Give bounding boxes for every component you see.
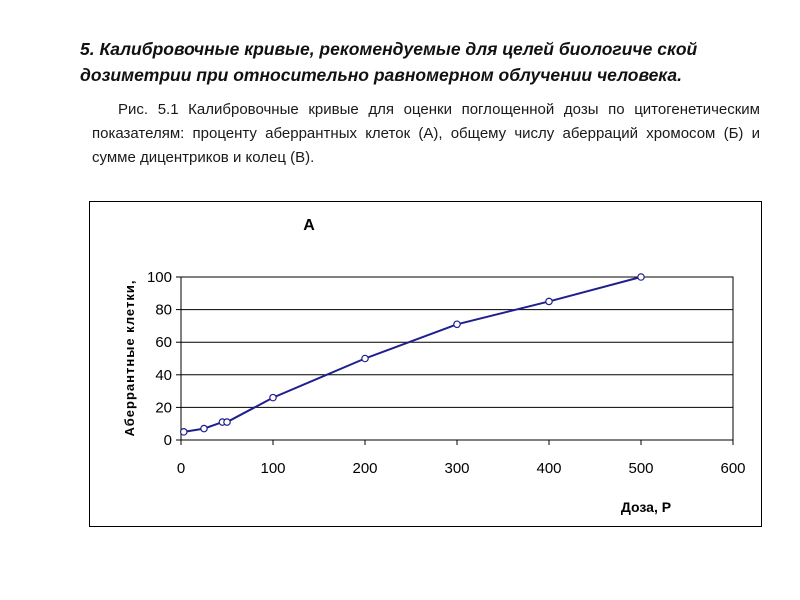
data-point — [362, 355, 368, 361]
data-point — [201, 425, 207, 431]
y-tick-label: 20 — [155, 399, 172, 417]
chart-title: А — [303, 217, 315, 234]
x-tick-label: 300 — [444, 460, 470, 477]
y-axis-label: Аберрантные клетки, — [122, 279, 137, 437]
y-tick-label: 60 — [155, 334, 172, 352]
x-tick-label: 600 — [720, 460, 746, 477]
data-point — [638, 274, 644, 280]
y-tick-label: 100 — [146, 269, 172, 286]
y-tick-label: 80 — [155, 301, 172, 319]
data-point — [270, 394, 276, 400]
data-point — [181, 429, 187, 435]
x-tick-label: 0 — [176, 460, 186, 477]
x-tick-label: 200 — [352, 460, 378, 477]
plot-border — [181, 277, 733, 440]
x-axis-ticks — [177, 440, 746, 477]
slide-heading: 5. Калибровочные кривые, рекомендуемые для целей биологиче ской дозиметрии при относительно равномерном облучении человека. — [80, 39, 698, 85]
series-line — [184, 277, 641, 432]
data-point — [546, 298, 552, 304]
x-tick-label: 400 — [536, 460, 562, 477]
grid-lines — [181, 277, 733, 407]
data-point — [454, 321, 460, 327]
x-axis-label: Доза, Р — [620, 499, 672, 515]
x-tick-label: 500 — [628, 460, 654, 477]
x-tick-label: 100 — [260, 460, 286, 477]
y-axis-ticks — [147, 269, 181, 449]
y-tick-label: 0 — [163, 432, 172, 449]
figure-caption-text: Рис. 5.1 Калибровочные кривые для оценки поглощенной дозы по цитогенетическим показателям: проценту аберрантных клеток (А), общему числу аберраций хромосом (Б) и сумме дицентриков и колец (В). — [92, 101, 760, 166]
series-layer — [181, 274, 645, 435]
data-point — [224, 419, 230, 425]
plot-area — [181, 277, 733, 440]
y-tick-label: 40 — [155, 366, 172, 384]
